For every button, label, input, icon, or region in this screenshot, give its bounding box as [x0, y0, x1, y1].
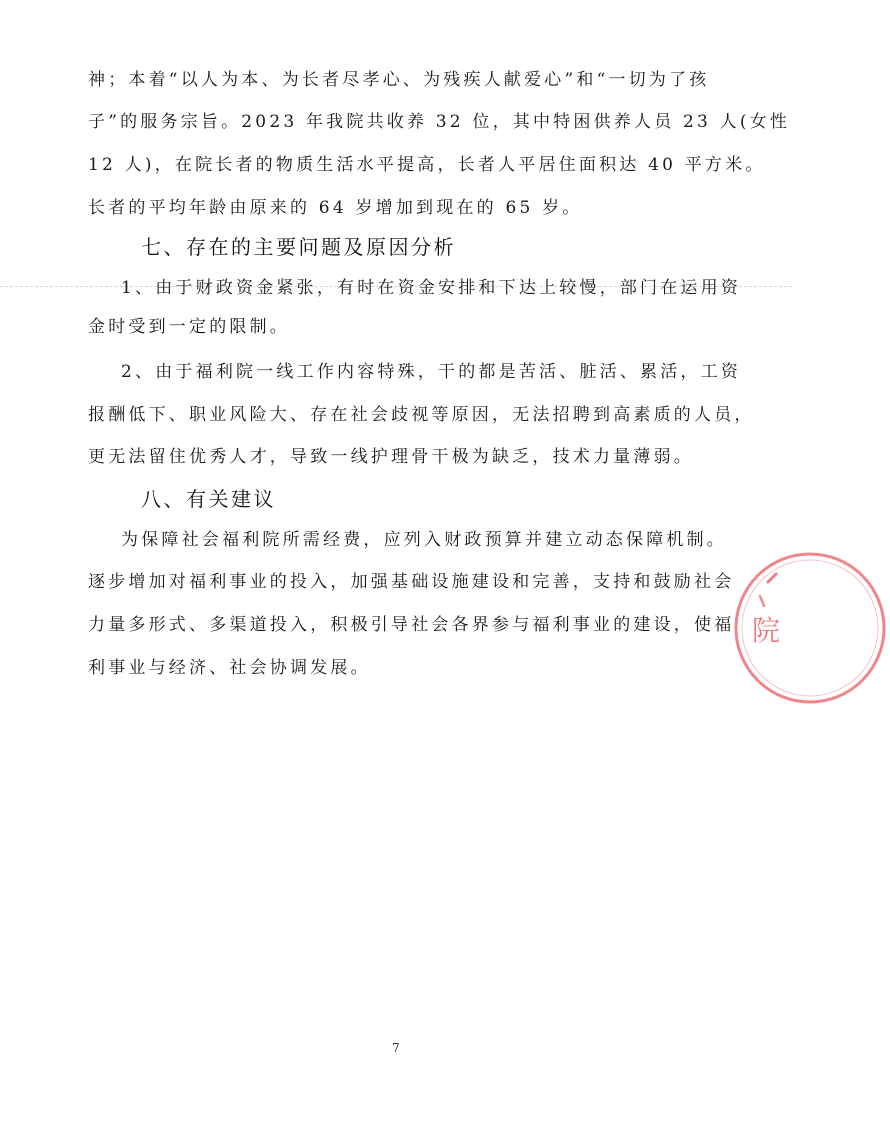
page-number: 7 [392, 1041, 400, 1055]
section-seven-item2-line-3: 更无法留住优秀人才，导致一线护理骨干极为缺乏，技术力量薄弱。 [88, 447, 694, 467]
intro-line-3: 12 人)，在院长者的物质生活水平提高，长者人平居住面积达 40 平方米。 [88, 155, 766, 175]
section-seven-item1-line-2: 金时受到一定的限制。 [88, 317, 290, 337]
svg-text:院: 院 [752, 614, 781, 647]
section-eight-line-1: 为保障社会福利院所需经费，应列入财政预算并建立动态保障机制。 [121, 530, 727, 550]
section-seven-item1-line-1: 1、由于财政资金紧张，有时在资金安排和下达上较慢，部门在运用资 [121, 278, 742, 298]
intro-line-1: 神；本着“以人为本、为长者尽孝心、为残疾人献爱心”和“一切为了孩 [88, 70, 710, 90]
intro-line-4: 长者的平均年龄由原来的 64 岁增加到现在的 65 岁。 [88, 198, 583, 218]
section-eight-line-2: 逐步增加对福利事业的投入，加强基础设施建设和完善，支持和鼓励社会 [88, 572, 735, 592]
section-eight-heading: 八、有关建议 [141, 487, 276, 511]
section-seven-heading: 七、存在的主要问题及原因分析 [141, 235, 456, 259]
section-seven-item2-line-2: 报酬低下、职业风险大、存在社会歧视等原因，无法招聘到高素质的人员， [88, 405, 755, 425]
official-seal-icon [730, 548, 890, 708]
section-eight-line-3: 力量多形式、多渠道投入，积极引导社会各界参与福利事业的建设，使福 [88, 615, 735, 635]
section-eight-line-4: 利事业与经济、社会协调发展。 [88, 658, 371, 678]
intro-line-2: 子”的服务宗旨。2023 年我院共收养 32 位，其中特困供养人员 23 人(女性 [88, 112, 791, 132]
section-seven-item2-line-1: 2、由于福利院一线工作内容特殊，干的都是苦活、脏活、累活，工资 [121, 362, 742, 382]
